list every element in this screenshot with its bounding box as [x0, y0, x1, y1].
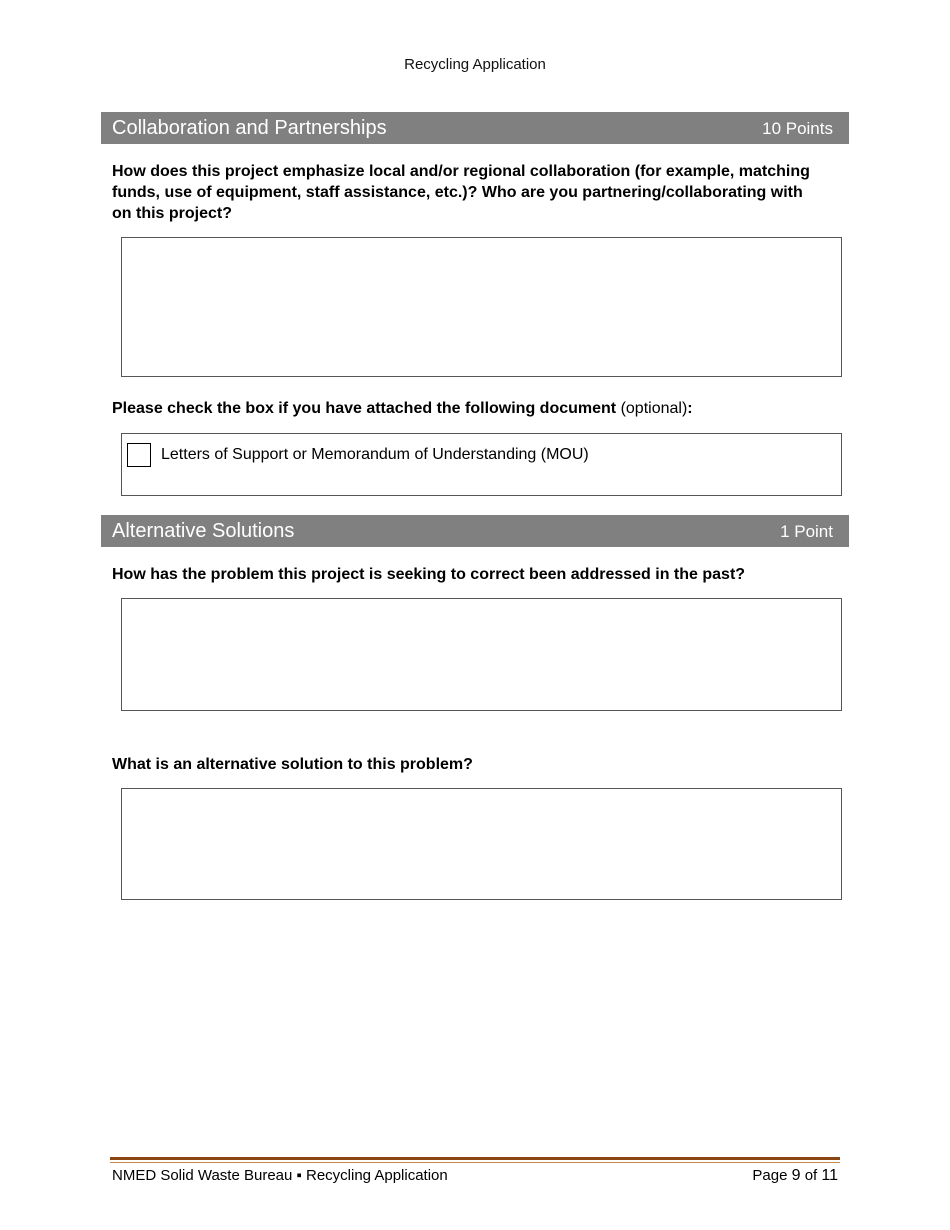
section-header-collaboration [101, 112, 849, 144]
mou-checkbox[interactable] [127, 443, 151, 467]
question-alternative: What is an alternative solution to this problem? [112, 756, 473, 773]
collaboration-answer-field[interactable] [121, 237, 842, 377]
page-header-title: Recycling Application [404, 56, 546, 73]
section-title: Alternative Solutions [112, 520, 295, 542]
of-word: of [804, 1167, 818, 1184]
footer-rule-thin [110, 1162, 840, 1163]
section-points: 10 Points [762, 119, 833, 138]
past-answer-field[interactable] [121, 598, 842, 711]
mou-checkbox-label: Letters of Support or Memorandum of Understanding (MOU) [161, 446, 589, 463]
alternative-answer-field[interactable] [121, 788, 842, 900]
section-points: 1 Point [780, 522, 833, 541]
page-current: 9 [791, 1167, 801, 1184]
page-total: 11 [821, 1167, 838, 1184]
footer-text: NMED Solid Waste Bureau ▪ Recycling Application [112, 1167, 448, 1184]
question-collaboration: How does this project emphasize local and/or regional collaboration (for example, matching funds, use of equipment, staff assistance, etc.)? Who are you partnering/collaborating with on this project? [112, 163, 810, 222]
question-past: How has the problem this project is seeking to correct been addressed in the past? [112, 566, 746, 583]
page-word: Page [752, 1167, 788, 1184]
attachment-checkbox-row [121, 433, 842, 496]
attachment-optional: (optional) [620, 400, 688, 417]
page-number [752, 1167, 838, 1185]
section-title: Collaboration and Partnerships [112, 117, 387, 139]
footer-rule [110, 1157, 840, 1160]
question-attachment [112, 398, 852, 419]
section-header-alternative [101, 515, 849, 547]
attachment-prefix: Please check the box if you have attached the following document [112, 400, 617, 417]
attachment-suffix: : [687, 400, 693, 417]
